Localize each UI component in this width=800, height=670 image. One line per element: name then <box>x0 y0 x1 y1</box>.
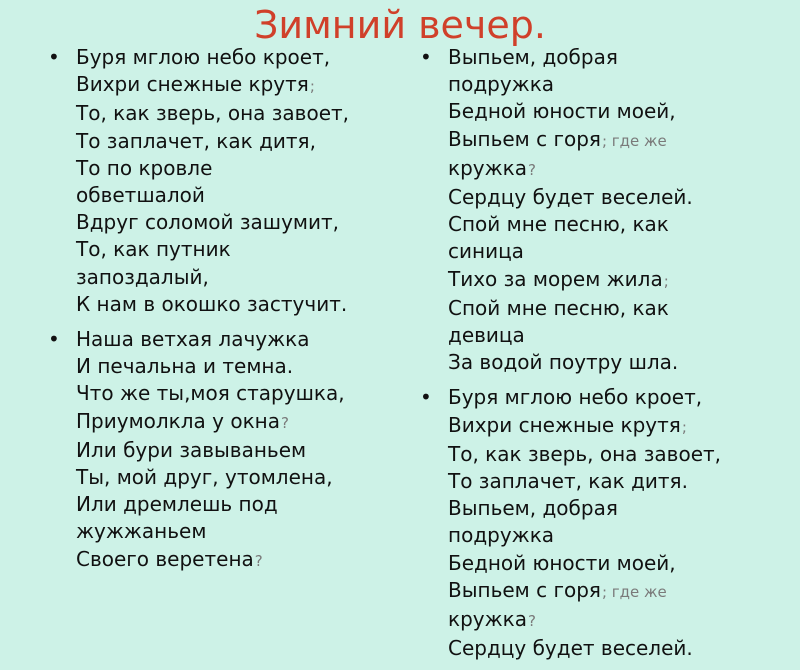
poem-line <box>448 522 792 549</box>
line-text: Наша ветхая лачужка <box>76 327 310 352</box>
poem-line <box>76 209 388 236</box>
poem-line <box>76 546 388 575</box>
bullet-icon: • <box>48 45 60 69</box>
left-column <box>48 44 388 583</box>
line-text: Что же ты,моя старушка, <box>76 381 345 406</box>
poem-line <box>76 71 388 100</box>
line-text: жужжаньем <box>76 519 207 544</box>
poem-line <box>448 550 792 577</box>
poem-line <box>448 349 792 376</box>
poem-line <box>76 155 388 182</box>
line-text: Спой мне песню, как <box>448 295 669 320</box>
line-text: кружка <box>448 607 527 632</box>
punctuation-mark: ? <box>527 160 536 179</box>
line-text: За водой поутру шла. <box>448 350 679 375</box>
right-column <box>420 44 792 670</box>
poem-line <box>76 437 388 464</box>
poem-line <box>76 380 388 407</box>
poem-line <box>76 100 388 127</box>
poem-line <box>76 264 388 291</box>
punctuation-mark: ? <box>281 413 289 432</box>
line-text: Ты, мой друг, утомлена, <box>76 465 333 490</box>
poem-line <box>448 295 792 322</box>
bullet-icon: • <box>420 385 432 410</box>
line-text: Своего веретена <box>76 546 254 571</box>
line-text: То заплачет, как дитя, <box>76 128 316 153</box>
line-text: Спой мне песню, как <box>448 212 669 237</box>
poem-line <box>448 98 792 125</box>
punctuation-mark: ? <box>254 551 263 570</box>
poem-line <box>76 236 388 263</box>
line-text: То, как зверь, она завоет, <box>448 441 722 466</box>
stanza-2 <box>48 326 388 575</box>
line-text: Выпьем с горя <box>448 126 601 151</box>
punctuation-mark: ; <box>309 77 315 96</box>
poem-line <box>76 128 388 155</box>
line-text: кружка <box>448 155 527 180</box>
poem-line <box>76 291 388 318</box>
poem-line <box>76 491 388 518</box>
line-text: И печальна и темна. <box>76 354 294 379</box>
punctuation-mark: ? <box>527 612 536 631</box>
poem-line <box>76 518 388 545</box>
line-text: Выпьем, добрая <box>448 496 618 521</box>
poem-line <box>76 408 388 437</box>
line-text: Вихри снежные крутя <box>76 72 309 97</box>
bullet-icon: • <box>48 327 60 352</box>
poem-line <box>448 412 792 441</box>
line-text: Вихри снежные крутя <box>448 412 681 437</box>
line-text: То, как зверь, она завоет, <box>76 101 350 126</box>
poem-line <box>76 353 388 380</box>
line-text: Сердцу будет веселей. <box>448 185 693 210</box>
stanza-4 <box>420 384 792 662</box>
poem-line <box>76 182 388 209</box>
punctuation-mark: ; где же <box>601 582 667 601</box>
poem-line <box>448 577 792 606</box>
line-text: Выпьем, добрая <box>448 45 618 69</box>
punctuation-mark: ; <box>663 271 669 290</box>
stanza-1 <box>48 44 388 318</box>
line-text: Тихо за морем жила <box>448 266 663 291</box>
poem-line <box>448 266 792 295</box>
poem-line <box>448 441 792 468</box>
line-text: То заплачет, как дитя. <box>448 469 688 494</box>
line-text: обветшалой <box>76 183 205 208</box>
line-text: запоздалый, <box>76 264 209 289</box>
line-text: Вдруг соломой зашумит, <box>76 210 339 235</box>
line-text: Буря мглою небо кроет, <box>448 385 703 410</box>
line-text: К нам в окошко застучит. <box>76 291 348 316</box>
line-text: То, как путник <box>76 237 231 262</box>
line-text: Приумолкла у окна <box>76 408 280 433</box>
poem-line <box>448 126 792 155</box>
line-text: Или дремлешь под <box>76 492 278 517</box>
stanza-3 <box>420 44 792 376</box>
bullet-icon: • <box>420 45 432 69</box>
poem-line <box>448 155 792 184</box>
poem-line <box>448 495 792 522</box>
poem-line <box>76 326 388 353</box>
poem-line <box>448 384 792 411</box>
line-text: девица <box>448 323 525 348</box>
line-text: Буря мглою небо кроет, <box>76 45 331 69</box>
line-text: подружка <box>448 72 555 97</box>
poem-line <box>76 44 388 71</box>
line-text: Или бури завываньем <box>76 437 307 462</box>
poem-line <box>448 606 792 635</box>
punctuation-mark: ; <box>681 417 687 436</box>
line-text: Бедной юности моей, <box>448 99 676 124</box>
poem-line <box>76 464 388 491</box>
line-text: подружка <box>448 523 555 548</box>
poem-line <box>448 322 792 349</box>
line-text: Бедной юности моей, <box>448 550 676 575</box>
line-text: То по кровле <box>76 155 213 180</box>
poem-line <box>448 635 792 662</box>
line-text: синица <box>448 239 524 264</box>
punctuation-mark: ; где же <box>601 131 667 150</box>
page-title: Зимний вечер. <box>254 3 546 47</box>
line-text: Выпьем с горя <box>448 577 601 602</box>
poem-line <box>448 468 792 495</box>
poem-line <box>448 71 792 98</box>
line-text: Сердцу будет веселей. <box>448 636 693 661</box>
poem-line <box>448 238 792 265</box>
poem-line <box>448 44 792 71</box>
poem-line <box>448 211 792 238</box>
poem-line <box>448 184 792 211</box>
